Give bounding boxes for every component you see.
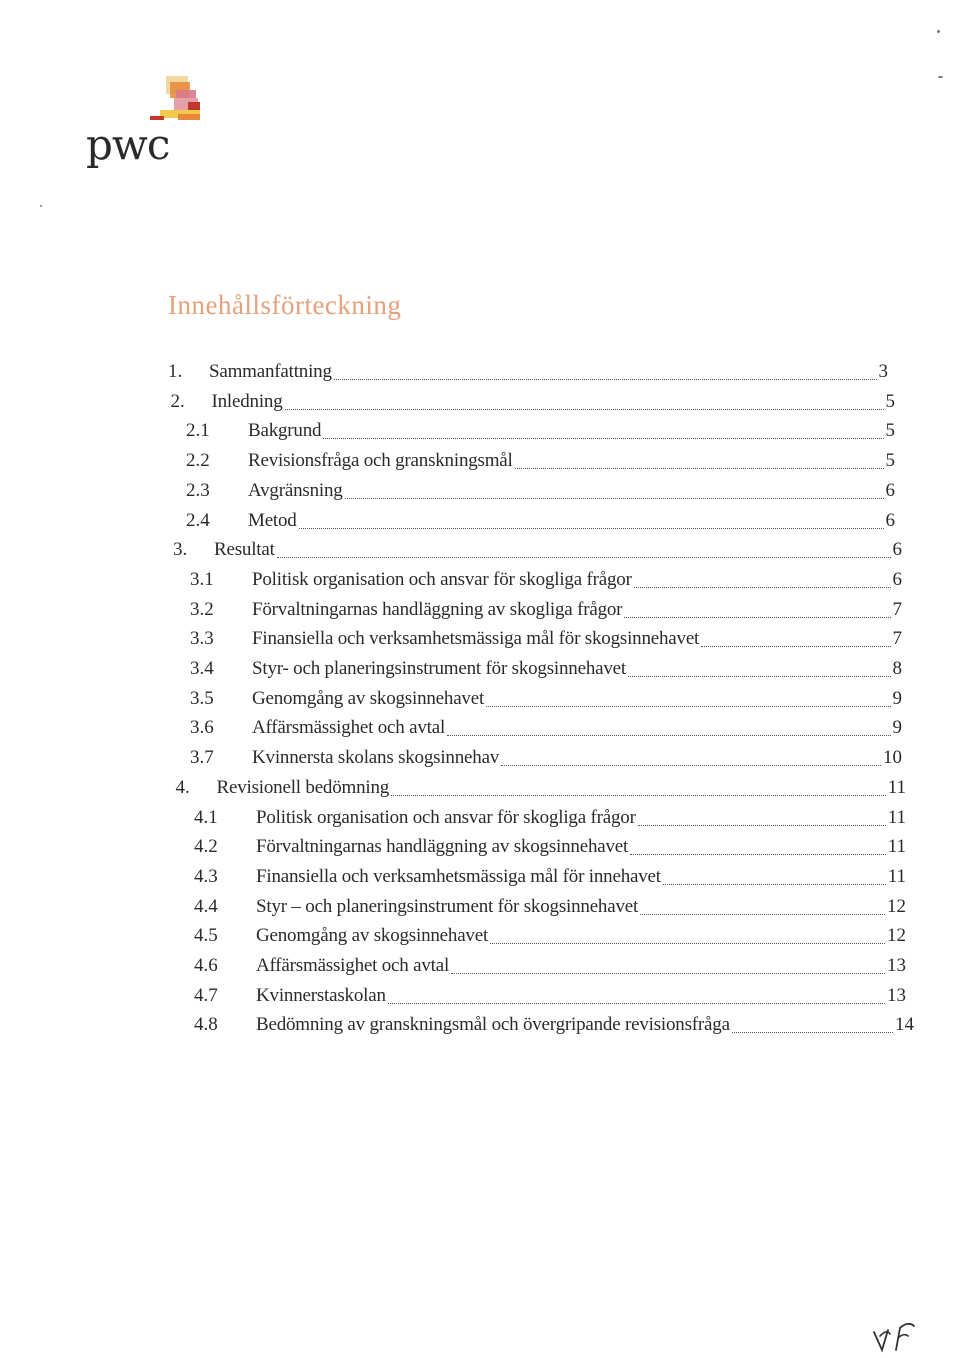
toc-entry-title: Affärsmässighet och avtal [252, 717, 446, 739]
pwc-logo-blocks-icon [150, 76, 210, 124]
toc-dot-leader [345, 497, 884, 499]
toc-entry-title: Politisk organisation och ansvar för skogliga frågor [252, 568, 632, 590]
toc-dot-leader [334, 378, 877, 380]
toc-entry-number: 3.7 [190, 747, 214, 769]
toc-entry[interactable] [186, 507, 895, 535]
toc-entry-number: 2.4 [186, 509, 210, 531]
toc-entry-number: 3.4 [190, 658, 214, 679]
toc-entry-number: 4.3 [194, 865, 218, 887]
toc-dot-leader [486, 705, 890, 707]
toc-entry-page: 8 [892, 658, 902, 679]
toc-entry-page: 5 [885, 450, 895, 472]
toc-dot-leader [630, 853, 886, 855]
toc-entry-page: 13 [887, 984, 906, 1006]
toc-entry-title: Genomgång av skogsinnehavet [256, 925, 489, 947]
toc-entry-page: 12 [887, 895, 906, 917]
toc-entry-title: Sammanfattning [209, 361, 332, 382]
toc-dot-leader [624, 616, 890, 618]
toc-entry-number: 4.4 [194, 895, 218, 917]
toc-dot-leader [451, 972, 885, 974]
toc-dot-leader [388, 1002, 885, 1004]
toc-entry[interactable] [190, 714, 902, 742]
toc-entry-page: 10 [883, 747, 902, 769]
toc-entry-number: 2.1 [186, 420, 210, 442]
toc-entry-title: Revisionell bedömning [216, 776, 390, 798]
toc-entry-title: Finansiella och verksamhetsmässiga mål för skogsinnehavet [252, 628, 700, 650]
toc-entry[interactable] [168, 358, 888, 386]
toc-entry-title: Finansiella och verksamhetsmässiga mål för innehavet [256, 865, 661, 887]
toc-entry-number: 4.8 [194, 1014, 218, 1036]
toc-entry[interactable] [186, 417, 895, 445]
handwritten-initials [870, 1316, 920, 1356]
toc-dot-leader [628, 675, 891, 677]
toc-heading: Innehållsförteckning [168, 290, 402, 320]
toc-entry-title: Styr- och planeringsinstrument för skogsinnehavet [252, 658, 626, 679]
toc-entry-page: 6 [885, 479, 895, 501]
toc-entry[interactable] [186, 477, 895, 505]
toc-entry-page: 5 [885, 420, 895, 442]
toc-entry-title: Inledning [211, 390, 283, 412]
toc-entry-title: Bedömning av granskningsmål och övergripande revisionsfråga [256, 1014, 730, 1036]
toc-entry-page: 9 [892, 717, 902, 739]
toc-entry[interactable] [190, 655, 902, 683]
toc-entry-page: 7 [892, 628, 902, 650]
toc-dot-leader [640, 913, 885, 915]
toc-entry[interactable] [194, 833, 906, 861]
toc-entry[interactable] [194, 893, 906, 921]
toc-entry-title: Genomgång av skogsinnehavet [252, 687, 485, 709]
toc-dot-leader [515, 467, 884, 469]
toc-entry[interactable] [194, 952, 906, 980]
toc-entry-title: Revisionsfråga och granskningsmål [248, 450, 513, 472]
toc-entry[interactable] [194, 982, 906, 1010]
toc-entry-title: Bakgrund [248, 420, 322, 442]
toc-entry-page: 9 [892, 687, 902, 709]
toc-entry-page: 13 [887, 955, 906, 976]
toc-entry[interactable] [176, 774, 907, 802]
toc-entry[interactable] [190, 744, 902, 772]
toc-entry-number: 3.5 [190, 687, 214, 709]
toc-entry-page: 6 [885, 509, 895, 531]
toc-entry-title: Resultat [214, 539, 275, 561]
toc-entry-title: Avgränsning [248, 479, 343, 501]
toc-entry-number: 1. [168, 361, 183, 382]
toc-entry-title: Metod [248, 509, 297, 531]
toc-entry[interactable] [194, 1011, 914, 1039]
toc-entry-title: Kvinnerstaskolan [256, 984, 386, 1006]
toc-dot-leader [634, 586, 891, 588]
toc-dot-leader [501, 764, 881, 766]
toc-entry-page: 7 [892, 598, 902, 620]
toc-entry-title: Styr – och planeringsinstrument för skogsinnehavet [256, 895, 639, 917]
toc-entry[interactable] [190, 596, 902, 624]
toc-entry-number: 2.2 [186, 450, 210, 472]
toc-entry-number: 4. [175, 776, 190, 798]
toc-entry-number: 4.5 [194, 925, 218, 947]
toc-entry-number: 4.7 [194, 984, 218, 1006]
toc-entry-number: 3.1 [190, 568, 214, 590]
toc-entry-number: 4.1 [194, 806, 218, 828]
scan-speck [938, 76, 943, 78]
scan-speck [40, 205, 42, 207]
toc-entry[interactable] [194, 922, 906, 950]
toc-entry[interactable] [190, 685, 902, 713]
toc-entry-page: 6 [892, 568, 902, 590]
toc-entry-title: Affärsmässighet och avtal [256, 955, 450, 976]
toc-entry-page: 11 [887, 776, 906, 798]
toc-entry[interactable] [190, 625, 902, 653]
toc-entry[interactable] [190, 566, 902, 594]
toc-entry-page: 11 [887, 865, 906, 887]
toc-dot-leader [323, 437, 883, 439]
toc-entry-number: 4.6 [194, 955, 218, 976]
toc-entry-number: 3. [173, 539, 188, 561]
toc-entry-title: Förvaltningarnas handläggning av skogsinnehavet [256, 836, 629, 858]
toc-entry-title: Förvaltningarnas handläggning av skogliga frågor [252, 598, 623, 620]
toc-dot-leader [732, 1031, 893, 1033]
toc-entry[interactable] [173, 536, 902, 564]
toc-entry[interactable] [194, 804, 906, 832]
toc-entry-page: 11 [887, 806, 906, 828]
toc-entry-page: 14 [895, 1014, 914, 1036]
toc-entry-page: 11 [887, 836, 906, 858]
toc-entry-number: 3.6 [190, 717, 214, 739]
toc-entry-page: 6 [892, 539, 902, 561]
toc-dot-leader [277, 556, 891, 558]
toc-dot-leader [638, 824, 886, 826]
toc-entry-number: 2. [170, 390, 185, 412]
toc-entry-page: 5 [885, 390, 895, 412]
toc-entry-number: 3.3 [190, 628, 214, 650]
toc-entry[interactable] [171, 388, 896, 416]
toc-entry-number: 2.3 [186, 479, 210, 501]
pwc-logo-text: pwc [86, 120, 170, 169]
scan-speck [937, 30, 940, 33]
toc-entry[interactable] [194, 863, 906, 891]
toc-dot-leader [391, 794, 886, 796]
toc-entry-title: Kvinnersta skolans skogsinnehav [252, 747, 500, 769]
toc-entry-page: 3 [878, 361, 888, 382]
toc-entry-title: Politisk organisation och ansvar för skogliga frågor [256, 806, 636, 828]
pwc-logo [86, 76, 216, 176]
toc-dot-leader [299, 527, 884, 529]
toc-dot-leader [285, 408, 884, 410]
toc-dot-leader [447, 734, 890, 736]
toc-entry-number: 3.2 [190, 598, 214, 620]
toc-dot-leader [701, 645, 890, 647]
toc-dot-leader [663, 883, 886, 885]
toc-entry-number: 4.2 [194, 836, 218, 858]
toc-entry-page: 12 [887, 925, 906, 947]
toc-dot-leader [490, 942, 885, 944]
toc-entry[interactable] [186, 447, 895, 475]
